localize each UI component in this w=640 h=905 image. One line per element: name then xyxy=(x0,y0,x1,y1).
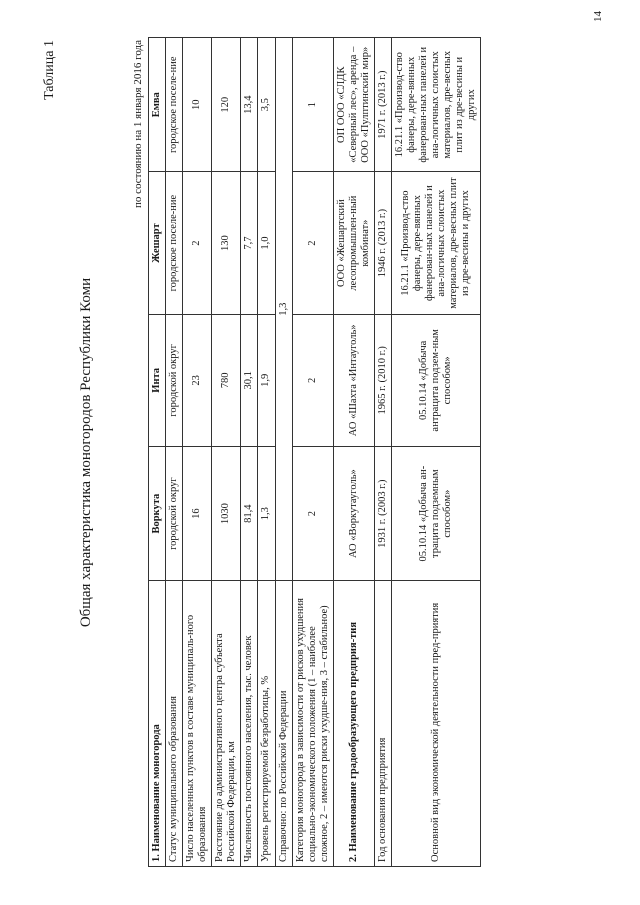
cell-value: 2 xyxy=(292,172,333,314)
header-row xyxy=(149,38,166,867)
table-row xyxy=(183,38,212,867)
cell-value: 120 xyxy=(212,38,241,172)
cell-value: 10 xyxy=(183,38,212,172)
cell-value: 05.10.14 «Добыча антрацита подзем-ным способом» xyxy=(392,314,481,446)
document-title: Общая характеристика моногородов Республики Коми xyxy=(78,277,94,628)
cell-value: 05.10.14 «Добыча ан-трацита подземным способом» xyxy=(392,446,481,580)
cell-value: ООО «Жешартский лесопромышлен-ный комбинат» xyxy=(333,172,374,314)
row-label: Уровень регистрируемой безработицы, % xyxy=(258,581,275,867)
cell-value: 780 xyxy=(212,314,241,446)
cell-value: 1 xyxy=(292,38,333,172)
reference-row xyxy=(275,38,292,867)
cell-value: 7,7 xyxy=(241,172,258,314)
activity-row xyxy=(392,38,481,867)
enterprise-label: 2. Наименование градообразующего предприя-тия xyxy=(333,581,374,867)
cell-value: 1931 г. (2003 г.) xyxy=(374,446,391,580)
header-town: Инта xyxy=(149,314,166,446)
reference-label: Справочно: по Российской Федерации xyxy=(275,581,292,867)
activity-label: Основной вид экономической деятельности пред-приятия xyxy=(392,581,481,867)
page-number: 14 xyxy=(592,11,604,22)
cell-value: АО «Шахта «Интауголь» xyxy=(333,314,374,446)
cell-value: городской округ xyxy=(166,314,183,446)
cell-value: 16 xyxy=(183,446,212,580)
row-label: Расстояние до административного центра субъекта Российской Федерации, км xyxy=(212,581,241,867)
cell-value: 1,3 xyxy=(258,446,275,580)
cell-value: городской округ xyxy=(166,446,183,580)
cell-value: 2 xyxy=(292,446,333,580)
cell-value: АО «Воркутауголь» xyxy=(333,446,374,580)
cell-value: 16.21.1 «Производ-ство фанеры, дере-вянных фанерован-ных панелей и ана-логичных слоистых материалов, дре-весных плит из дре-весины и других xyxy=(392,38,481,172)
cell-value: 1971 г. (2013 г.) xyxy=(374,38,391,172)
cell-value: 2 xyxy=(292,314,333,446)
cell-value: 81,4 xyxy=(241,446,258,580)
cell-value: 130 xyxy=(212,172,241,314)
row-label: Статус муниципального образования xyxy=(166,581,183,867)
header-town: Жешарт xyxy=(149,172,166,314)
reference-value: 1,3 xyxy=(275,38,292,581)
as-of-date: по состоянию на 1 января 2016 года xyxy=(132,40,144,209)
row-label: Число населенных пунктов в составе муниципаль-ного образования xyxy=(183,581,212,867)
header-town: Воркута xyxy=(149,446,166,580)
table-row xyxy=(212,38,241,867)
table-row xyxy=(258,38,275,867)
header-town: Емва xyxy=(149,38,166,172)
cell-value: 1,0 xyxy=(258,172,275,314)
table-row xyxy=(166,38,183,867)
header-label: 1. Наименование моногорода xyxy=(149,581,166,867)
enterprise-row xyxy=(333,38,374,867)
cell-value: 30,1 xyxy=(241,314,258,446)
cell-value: 1965 г. (2010 г.) xyxy=(374,314,391,446)
cell-value: ОП ООО «СЛДК «Северный лес», аренда – ООО «Пулптинский мир» xyxy=(333,38,374,172)
founded-row xyxy=(374,38,391,867)
category-label: Категория моногорода в зависимости от рисков ухудшения социально-экономического положения (1 – наиболее сложное, 2 – имеются риски ухудше-ния, 3 – стабильное) xyxy=(292,581,333,867)
cell-value: 1030 xyxy=(212,446,241,580)
category-row xyxy=(292,38,333,867)
cell-value: городское поселе-ние xyxy=(166,172,183,314)
cell-value: 1946 г. (2013 г.) xyxy=(374,172,391,314)
founded-label: Год основания предприятия xyxy=(374,581,391,867)
cell-value: 3,5 xyxy=(258,38,275,172)
cell-value: 1,9 xyxy=(258,314,275,446)
table-row xyxy=(241,38,258,867)
table-caption: Таблица 1 xyxy=(42,40,57,100)
cell-value: 16.21.1 «Производ-ство фанеры, дере-вянных фанерован-ных панелей и ана-логичных слоистых материалов, дре-весных плит из дре-весины и других xyxy=(392,172,481,314)
cell-value: городское поселе-ние xyxy=(166,38,183,172)
row-label: Численность постоянного населения, тыс. человек xyxy=(241,581,258,867)
cell-value: 2 xyxy=(183,172,212,314)
cell-value: 23 xyxy=(183,314,212,446)
cell-value: 13,4 xyxy=(241,38,258,172)
monotowns-table xyxy=(148,37,481,867)
